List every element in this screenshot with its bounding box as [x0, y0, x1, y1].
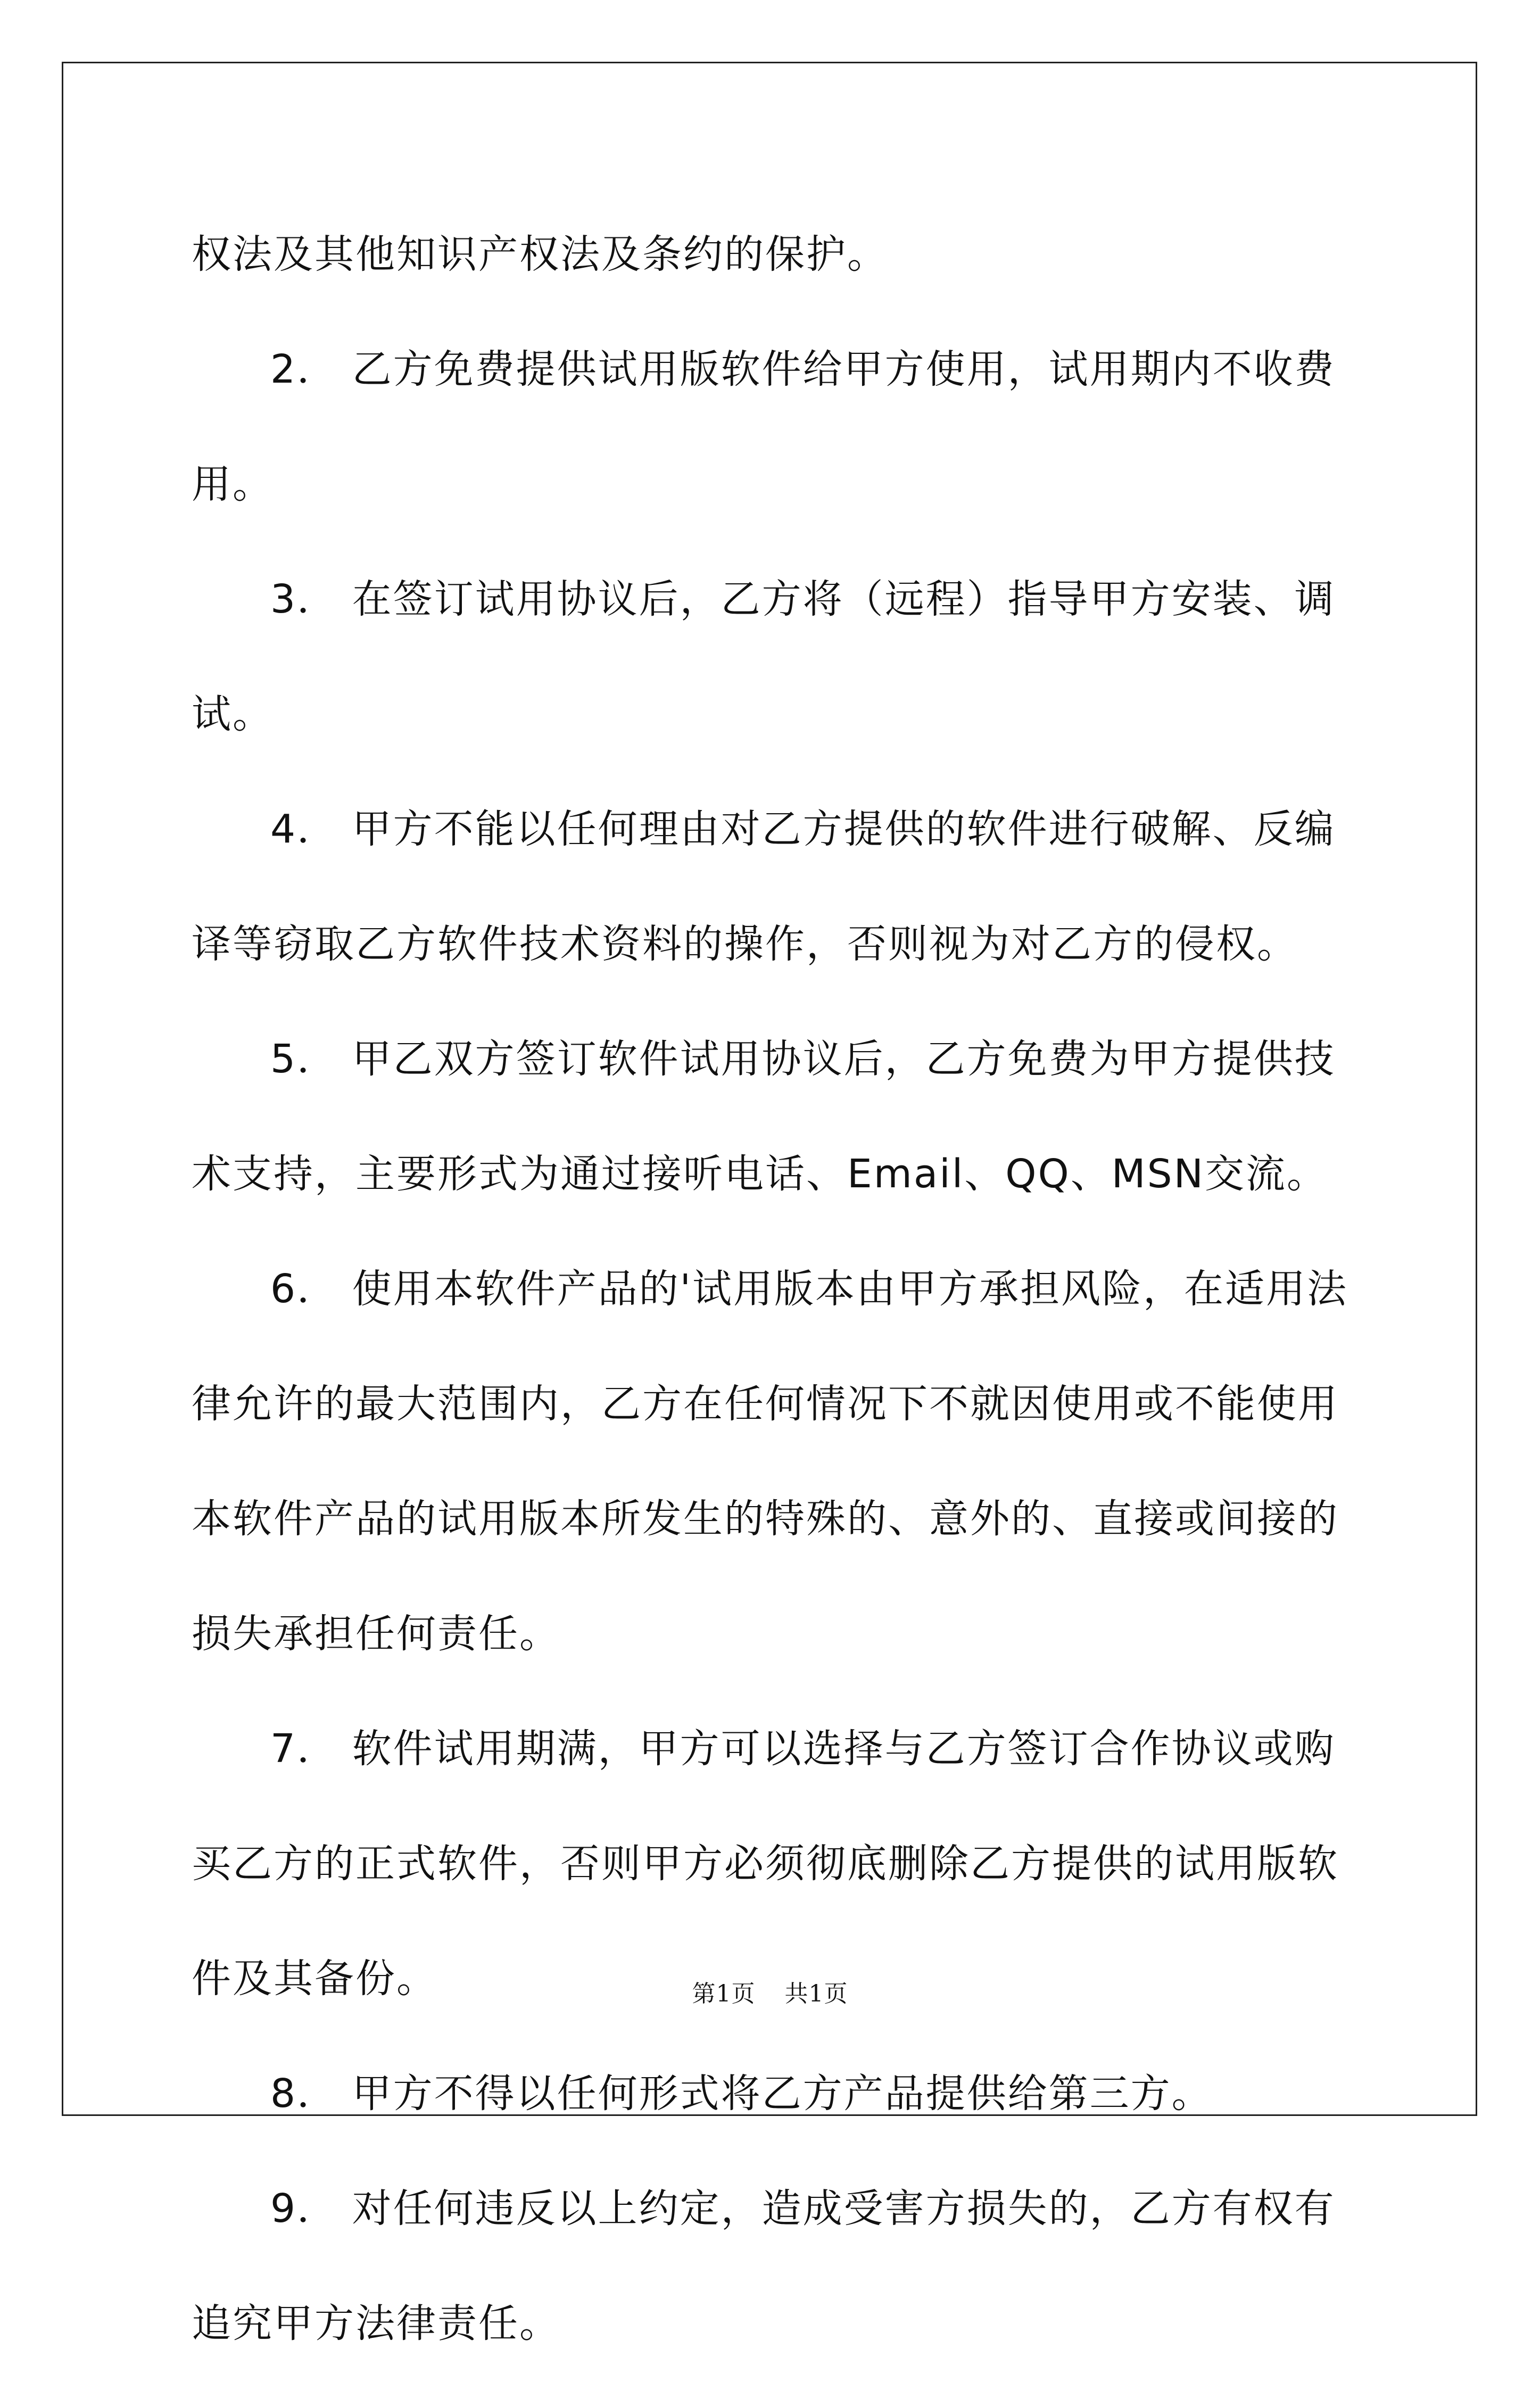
clause-3: 3． 在签订试用协议后，乙方将（远程）指导甲方安装、调试。 — [192, 576, 1336, 737]
document-body — [192, 197, 1357, 2381]
clause-8: 8． 甲方不得以任何形式将乙方产品提供给第三方。 — [270, 2071, 1213, 2117]
page-footer — [0, 1974, 1540, 2008]
clause-6: 6． 使用本软件产品的'试用版本由甲方承担风险，在适用法律允许的最大范围内，乙方在任何情况下不就因使用或不能使用本软件产品的试用版本所发生的特殊的、意外的、直接或间接的损失承担任何责任。 — [192, 1266, 1348, 1657]
clause-9: 9． 对任何违反以上约定，造成受害方损失的，乙方有权有追究甲方法律责任。 — [192, 2186, 1336, 2346]
page-number-current: 第1页 — [692, 1980, 756, 2007]
clause-4: 4． 甲方不能以任何理由对乙方提供的软件进行破解、反编译等窃取乙方软件技术资料的操作，否则视为对乙方的侵权。 — [192, 806, 1336, 967]
page-number-total: 共1页 — [784, 1980, 848, 2007]
clause-7: 7． 软件试用期满，甲方可以选择与乙方签订合作协议或购买乙方的正式软件，否则甲方必须彻底删除乙方提供的试用版软件及其备份。 — [192, 1726, 1339, 2002]
clause-2: 2． 乙方免费提供试用版软件给甲方使用，试用期内不收费用。 — [192, 346, 1336, 507]
clause-5: 5． 甲乙双方签订软件试用协议后，乙方免费为甲方提供技术支持，主要形式为通过接听电话、Email、QQ、MSN交流。 — [192, 1036, 1336, 1197]
paragraph-continuation: 权法及其他知识产权法及条约的保护。 — [192, 232, 888, 277]
